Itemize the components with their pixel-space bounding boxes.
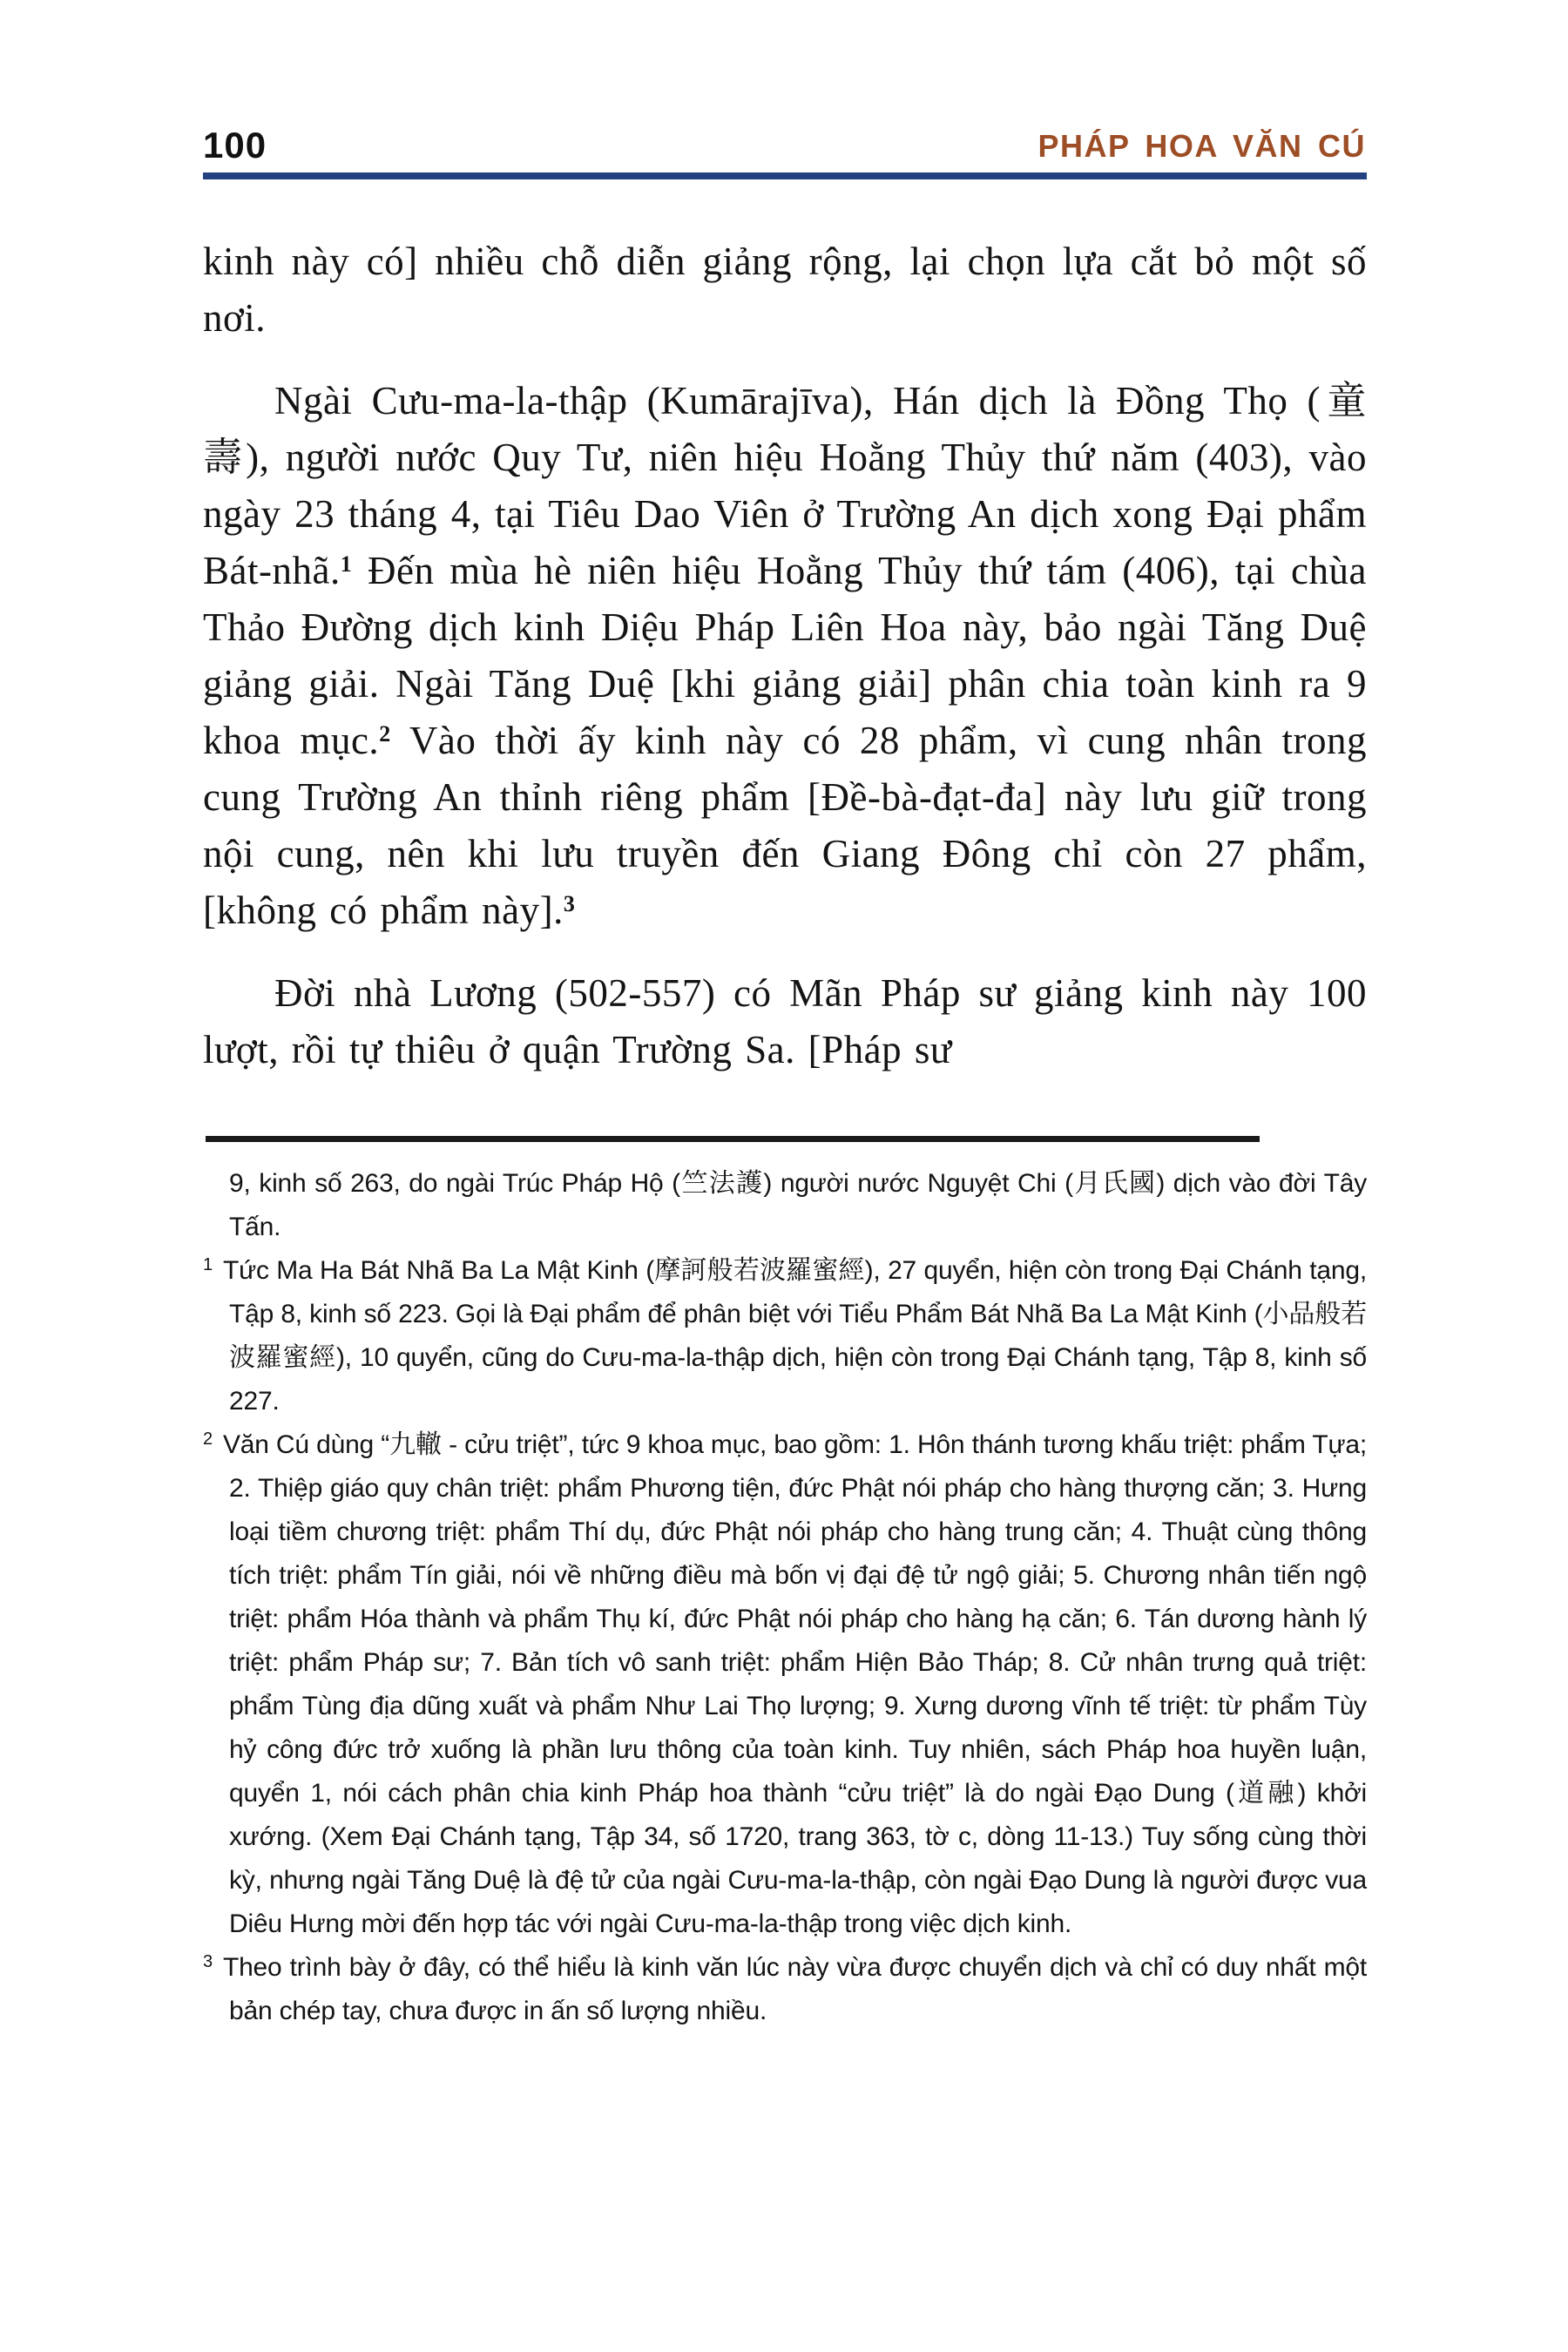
footnote-separator-rule [206, 1136, 1260, 1142]
footnote-marker-3: 3 [203, 1952, 213, 1971]
footnote-ref-2: 2 [379, 721, 391, 747]
header-rule [203, 172, 1367, 179]
footnote-marker-1: 1 [203, 1255, 213, 1274]
footnote-ref-1: 1 [340, 551, 353, 577]
footnotes [203, 1162, 1367, 2033]
footnote-3: $^3$ Theo trình bày ở đây, có thể hiểu là kinh văn lúc này vừa được chuyển dịch và chỉ có duy nhất một bản chép tay, chưa được in ấn số lượng nhiều. [203, 1952, 1367, 2025]
footnote-continuation: 9, kinh số 263, do ngài Trúc Pháp Hộ (竺法護) người nước Nguyệt Chi (月氏國) dịch vào đời Tây Tấn. [229, 1169, 1367, 1241]
body-paragraph-1: kinh này có] nhiều chỗ diễn giảng rộng, lại chọn lựa cắt bỏ một số nơi. [203, 240, 1367, 340]
body-paragraph-3: Đời nhà Lương (502-557) có Mãn Pháp sư giảng kinh này 100 lượt, rồi tự thiêu ở quận Trường Sa. [Pháp sư [203, 971, 1367, 1071]
page-number: 100 [203, 125, 267, 166]
body-text [203, 233, 1367, 1105]
footnote-marker-2: 2 [203, 1429, 213, 1449]
footnote-2: $^2$ Văn Cú dùng “九轍 - cửu triệt”, tức 9 khoa mục, bao gồm: 1. Hôn thánh tương khấu triệt: phẩm Tựa; 2. Thiệp giáo quy chân triệt: phẩm Phương tiện, đức Phật nói pháp cho hàng thượng căn; 3. Hưng loại tiềm chương triệt: phẩm Thí dụ, đức Phật nói pháp cho hàng trung căn; 4. Thuật cùng thông tích triệt: phẩm Tín giải, nói về những điều mà bốn vị đại đệ tử ngộ giải; 5. Chương nhân tiến ngộ triệt: phẩm Hóa thành và phẩm Thụ kí, đức Phật nói pháp cho hàng hạ căn; 6. Tán dương hành lý triệt: phẩm Pháp sư; 7. Bản tích vô sanh triệt: phẩm Hiện Bảo Tháp; 8. Cử nhân trưng quả triệt: phẩm Tùng địa dũng xuất và phẩm Như Lai Thọ lượng; 9. Xưng dương vĩnh tế triệt: từ phẩm Tùy hỷ công đức trở xuống là phần lưu thông của toàn kinh. Tuy nhiên, sách Pháp hoa huyền luận, quyển 1, nói cách phân chia kinh Pháp hoa thành “cửu triệt” là do ngài Đạo Dung (道融) khởi xướng. (Xem Đại Chánh tạng, Tập 34, số 1720, trang 363, tờ c, dòng 11-13.) Tuy sống cùng thời kỳ, nhưng ngài Tăng Duệ là đệ tử của ngài Cưu-ma-la-thập, còn ngài Đạo Dung là người được vua Diêu Hưng mời đến hợp tác với ngài Cưu-ma-la-thập trong việc dịch kinh. [203, 1429, 1367, 1938]
body-paragraph-2: Ngài Cưu-ma-la-thập (Kumārajīva), Hán dịch là Đồng Thọ (童壽), người nước Quy Tư, niên hiệu Hoằng Thủy thứ năm (403), vào ngày 23 tháng 4, tại Tiêu Dao Viên ở Trường An dịch xong Đại phẩm Bát-nhã.$^1$ Đến mùa hè niên hiệu Hoằng Thủy thứ tám (406), tại chùa Thảo Đường dịch kinh Diệu Pháp Liên Hoa này, bảo ngài Tăng Duệ giảng giải. Ngài Tăng Duệ [khi giảng giải] phân chia toàn kinh ra 9 khoa mục.$^2$ Vào thời ấy kinh này có 28 phẩm, vì cung nhân trong cung Trường An thỉnh riêng phẩm [Đề-bà-đạt-đa] này lưu giữ trong nội cung, nên khi lưu truyền đến Giang Đông chỉ còn 27 phẩm, [không có phẩm này].$^3$ [203, 379, 1367, 932]
footnote-ref-3: 3 [563, 891, 576, 916]
footnote-1: $^1$ Tức Ma Ha Bát Nhã Ba La Mật Kinh (摩訶般若波羅蜜經), 27 quyển, hiện còn trong Đại Chánh tạng, Tập 8, kinh số 223. Gọi là Đại phẩm để phân biệt với Tiểu Phẩm Bát Nhã Ba La Mật Kinh (小品般若波羅蜜經), 10 quyển, cũng do Cưu-ma-la-thập dịch, hiện còn trong Đại Chánh tạng, Tập 8, kinh số 227. [203, 1255, 1367, 1416]
running-title: PHÁP HOA VĂN CÚ [1037, 128, 1366, 164]
